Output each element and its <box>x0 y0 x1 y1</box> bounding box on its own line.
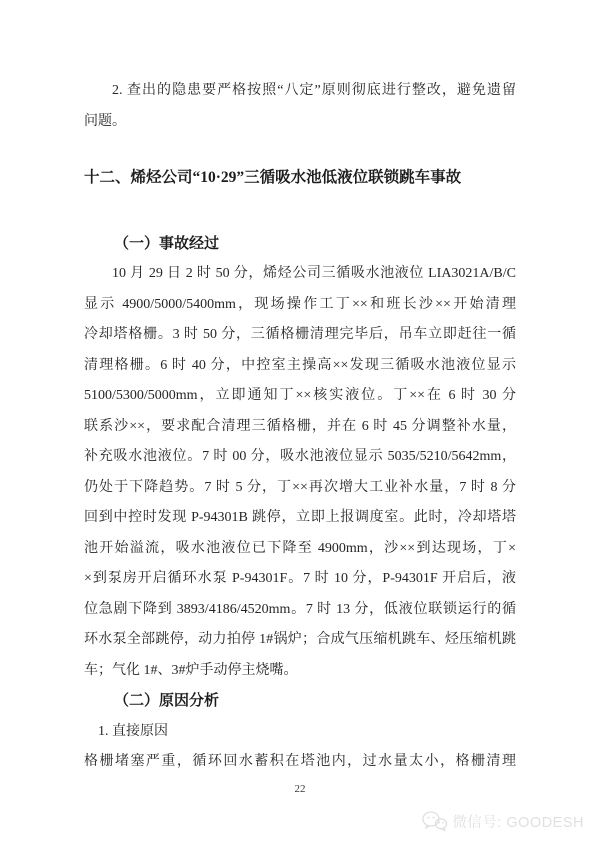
paragraph-line: 环水泵全部跳停，动力拍停 1#锅炉；合成气压缩机跳车、烃压缩机跳 <box>84 632 516 647</box>
subsection-heading-incident: （一）事故经过 <box>114 235 220 252</box>
paragraph-line: 联系沙××，要求配合清理三循格栅，并在 6 时 45 分调整补水量， <box>84 418 516 434</box>
wechat-icon <box>421 810 448 832</box>
incident-paragraph <box>84 259 516 686</box>
paragraph-line: 仍处于下降趋势。7 时 5 分，丁××再次增大工业补水量，7 时 8 分 <box>84 479 516 495</box>
paragraph-line: ×到泵房开启循环水泵 P-94301F。7 时 10 分，P-94301F 开启后，液 <box>84 571 516 586</box>
paragraph-line: 问题。 <box>84 113 126 129</box>
paragraph-line: 回到中控时发现 P-94301B 跳停，立即上报调度室。此时，冷却塔塔 <box>84 510 516 525</box>
paragraph-line: 冷却塔格栅。3 时 50 分，三循格栅清理完毕后，吊车立即赶往一循 <box>84 327 516 342</box>
section-title: 十二、烯烃公司“10·29”三循吸水池低液位联锁跳车事故 <box>84 169 462 186</box>
paragraph-line: 补充吸水池液位。7 时 00 分，吸水池液位显示 5035/5210/5642mm， <box>84 449 516 464</box>
subsection-heading-cause: （二）原因分析 <box>114 693 220 709</box>
cause-paragraph <box>84 747 516 778</box>
watermark <box>421 810 584 832</box>
paragraph-line: 清理格栅。6 时 40 分，中控室主操高××发现三循吸水池液位显示 <box>84 357 516 373</box>
paragraph-line: 5100/5300/5000mm，立即通知丁××核实液位。丁××在 6 时 30 分 <box>84 388 516 403</box>
intro-paragraph <box>84 76 516 137</box>
paragraph-line: 10 月 29 日 2 时 50 分，烯烃公司三循吸水池液位 LIA3021A/B/C <box>112 266 516 281</box>
paragraph-line: 格栅堵塞严重，循环回水蓄积在塔池内，过水量太小，格栅清理 <box>84 754 516 769</box>
paragraph-line: 池开始溢流，吸水池液位已下降至 4900mm，沙××到达现场，丁× <box>84 540 516 556</box>
paragraph-line: 2. 查出的隐患要严格按照“八定”原则彻底进行整改，避免遗留 <box>112 83 516 98</box>
paragraph-line: 车；气化 1#、3#炉手动停主烧嘴。 <box>84 662 298 678</box>
watermark-text: 微信号: GOODESH <box>452 814 584 831</box>
paragraph-line: 显示 4900/5000/5400mm，现场操作工丁××和班长沙××开始清理 <box>84 296 516 312</box>
page-number: 22 <box>294 783 306 795</box>
paragraph-line: 位急剧下降到 3893/4186/4520mm。7 时 13 分，低液位联锁运行的循 <box>84 601 516 617</box>
page-content <box>84 76 516 778</box>
cause-item-heading: 1. 直接原因 <box>98 723 168 739</box>
